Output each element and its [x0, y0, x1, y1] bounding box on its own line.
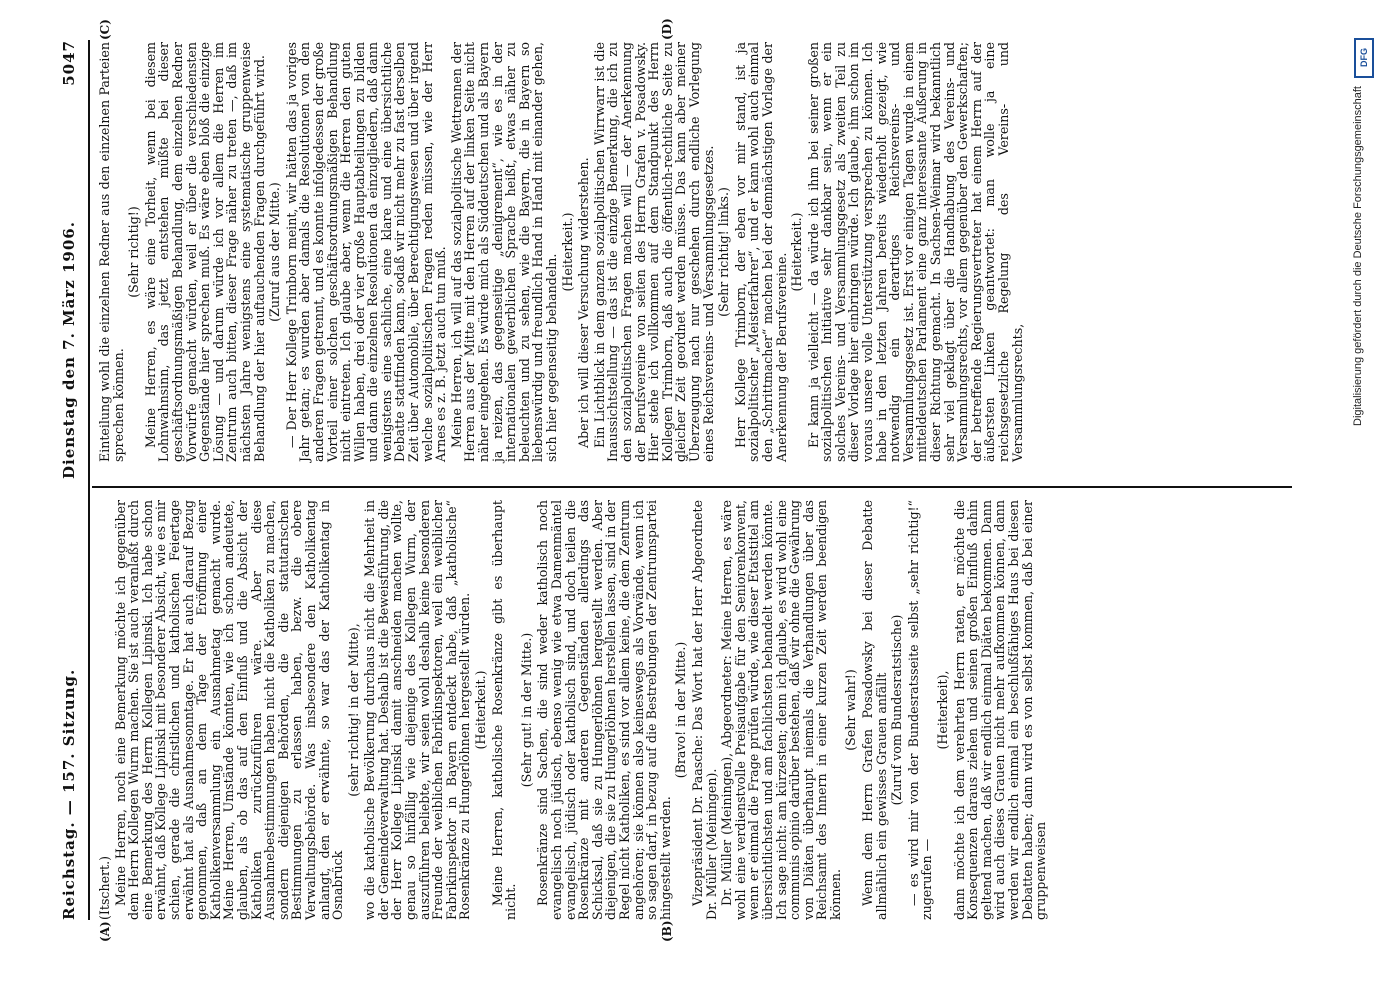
page-number: 5047 — [60, 40, 78, 86]
interjection: (Heiterkeit.) — [559, 212, 575, 292]
paragraph: wo die katholische Bevölkerung durchaus nicht die Mehrheit in der Gemeindeverwaltung hat. Deshalb ist die Beweisführung, die der Herr Kollege Lipinski damit anschneiden machen wollte, genau so hinfällig wie diejenige des Kollegen Wurm, der auszuführen beliebte, wir seien wohl deshalb keine besonderen Freunde der weiblichen Fabrikinspektoren, weil ein weiblicher Fabrikinspektor in Bayern entdeckt habe, daß „katholische“ Rosenkränze zu Hungerlöhnen hergestellt würden. — [362, 500, 473, 920]
paragraph: Wenn dem Herrn Grafen Posadowsky bei dieser Debatte allmählich ein gewisses Grauen anfällt — [860, 500, 889, 920]
interjection: (Zuruf vom Bundesratstische) — [889, 614, 905, 806]
margin-marker-d: (D) — [660, 18, 674, 40]
paragraph: Herr Kollege Trimborn, der eben vor mir stand, ist ja sozialpolitischer „Meisterfahrer“, und er kann wohl auch einmal den „Schrittmacher“ machen bei der demnächstigen Vorlage der Anerkennung der Berufsvereine. — [732, 42, 789, 462]
interjection: (Sehr richtig!) — [126, 206, 142, 298]
header-rule — [88, 40, 90, 920]
paragraph: — es wird mir von der Bundesratsseite selbst „sehr richtig!“ zugerufen — — [905, 500, 935, 920]
interjection: (Sehr richtig! links.) — [716, 187, 732, 317]
running-head-left: Reichstag. — 157. Sitzung. — [60, 668, 78, 920]
paragraph: Meine Herren, noch eine Bemerkung möchte ich gegenüber dem Herrn Kollegen Wurm machen. Sie ist auch veranlaßt durch eine Bemerkung des Herrn Kollegen Lipinski. Ich habe schon erwähnt, daß Kollege Lipinski mit besonderer Absicht, wie es mir schien, gerade die christlichen und katholischen Feiertage erwähnt hat als Ausnahmesonntage. Er hat auch darauf Bezug genommen, daß an dem Tage der Eröffnung einer Katholikenversammlung ein Ausnahmetag gemacht wurde. Meine Herren, Umstände könnten, wie ich schon andeutete, glauben, als ob das auf den Einfluß und die Absicht der Katholiken zurückzuführen wäre. Aber diese Ausnahmebestimmungen haben nicht die Katholiken zu machen, sondern diejenigen Behörden, die die statutarischen Bestimmungen zu erlassen haben, bezw. die obere Verwaltungsbehörde. Was insbesondere den Katholikentag anlangt, den er erwähnte, so war das der Katholikentag in Osnabrück — [112, 500, 346, 920]
right-column — [98, 42, 1026, 462]
paragraph: Dr. Müller (Meiningen), Abgeordneter: Meine Herren, es wäre wohl eine verdienstvolle Preisaufgabe für den Seniorenkonvent, wenn er einmal die Frage prüfen würde, wie dieser Etatstitel am übersichtlichsten und am fachlichsten behandelt werden könnte. Ich sage nicht: am kürzesten; denn ich glaube, es wird wohl eine communis opinio darüber bestehen, daß wir ohne die Gewährung von Diäten überhaupt niemals die Verhandlungen über das Reichsamt des Innern in einer kurzen Zeit werden beendigen können. — [719, 500, 843, 920]
paragraph: Einteilung wohl die einzelnen Redner aus den einzelnen Parteien sprechen können. — [97, 42, 126, 462]
paragraph: Meine Herren, es wäre eine Torheit, wenn bei diesem Lohnwahnsinn, das jetzt entstehen müßte bei dieser geschäftsordnungsmäßigen Behandlung, dem einzelnen Redner Vorwürfe gemacht würden, weil er über die verschiedensten Gegenstände hier sprechen muß. Es wäre eben bloß die einzige Lösung — und darum würde ich vor allem die Herren im Zentrum auch bitten, dieser Frage näher zu treten —, daß im nächsten Jahre wenigstens eine systematische gruppenweise Behandlung der hier auftauchenden Fragen durchgeführt wird. — [142, 42, 267, 462]
paragraph: Vizepräsident Dr. Paasche: Das Wort hat der Herr Abgeordnete Dr. Müller (Meiningen). — [689, 500, 719, 920]
column-rule — [92, 486, 1292, 488]
dfg-sidebar — [1348, 32, 1382, 852]
dfg-logo — [1354, 38, 1374, 78]
interjection: (sehr richtig! in der Mitte), — [345, 623, 361, 797]
interjection: (Sehr wahr!) — [843, 669, 859, 751]
interjection: (Heiterkeit), — [935, 670, 951, 750]
paragraph: dann möchte ich dem verehrten Herrn raten, er möchte die Konsequenzen daraus ziehen und seinen großen Einfluß dahin geltend machen, daß wir endlich einmal Diäten bekommen. Dann wird auch dieses Grauen nicht mehr aufkommen können, dann werden wir endlich einmal ein beschlußfähiges Haus bei diesen Debatten haben; dann wird es von selbst kommen, daß bei einer gruppenweisen — [951, 500, 1049, 920]
margin-marker-c: (C) — [98, 19, 112, 40]
dfg-notice: Digitalisierung gefördert durch die Deutsche Forschungsgemeinschaft — [1352, 86, 1364, 426]
margin-marker-b: (B) — [660, 920, 674, 942]
running-head-date: Dienstag den 7. März 1906. — [60, 221, 78, 479]
left-column — [98, 500, 1050, 920]
paragraph: Meine Herren, ich will auf das sozialpolitische Wettrennen der Herren aus der Mitte mit den Herren auf der linken Seite nicht näher eingehen. Es würde mich als Süddeutschen und als Bayern ja reizen, das gegenseitige „denigrement“, wie es in der internationalen gewerblichen Sprache heißt, etwas näher zu beleuchten und zu sehen, wie die Bayern, die in Bayern so liebenswürdig und freundlich Hand in Hand mit einander gehen, sich hier gegenseitig behandeln. — [448, 42, 559, 462]
paragraph: Meine Herren, katholische Rosenkränze gibt es überhaupt nicht. — [489, 500, 519, 920]
interjection: (Zuruf aus der Mitte.) — [267, 182, 283, 322]
paragraph: Aber ich will dieser Versuchung widerstehen. — [576, 157, 592, 448]
paragraph: Rosenkränze sind Sachen, die sind weder katholisch noch evangelisch noch jüdisch, ebenso wenig wie etwa Damenmäntel evangelisch, jüdisch oder katholisch sind, und doch teilen die Rosenkränze mit anderen Gegenständen allerdings das Schicksal, daß sie zu Hungerlöhnen hergestellt werden. Aber diejenigen, die sie zu Hungerlöhnen herstellen lassen, sind in der Regel nicht Katholiken, es sind vor allem keine, die dem Zentrum angehören; sie können also keineswegs als Vorwände, wenn ich so sagen darf, in bezug auf die Bestrebungen der Zentrumspartei hingestellt werden. — [535, 500, 673, 920]
interjection: (Heiterkeit.) — [789, 212, 805, 292]
interjection: (Sehr gut! in der Mitte.) — [518, 632, 534, 788]
margin-marker-a: (A) — [98, 921, 112, 942]
paragraph: Ein Lichtblick in dem ganzen sozialpolitischen Wirrwarr ist die Inaussichtstellung — das ist die einzige Bemerkung, die ich zu den sozialpolitischen Fragen machen will — der Anerkennung der Berufsvereine von seiten des Herrn Grafen v. Posadowsky. Hier stehe ich vollkommen auf dem Standpunkt des Herrn Kollegen Trimborn, daß auch die öffentlich-rechtliche Seite zu gleicher Zeit geordnet werden müsse. Das kann aber meiner Überzeugung nach nur geschehen durch endliche Vorlegung eines Reichsvereins- und Versammlungsgesetzes. — [591, 42, 716, 462]
interjection: (Bravo! in der Mitte.) — [673, 641, 689, 779]
interjection: (Heiterkeit.) — [473, 670, 489, 750]
dfg-logo-text: DFG — [1359, 48, 1369, 68]
speaker-tag: (Itschert.) — [97, 855, 112, 920]
paragraph: — Der Herr Kollege Trimborn meint, wir hätten das ja voriges Jahr getan; es wurden aber damals die Resolutionen von den anderen Fragen getrennt, und es konnte infolgedessen der große Vorteil einer solchen geschäftsordnungsmäßigen Behandlung nicht eintreten. Ich glaube aber, wenn die Herren den guten Willen haben, drei oder vier große Hauptabteilungen zu bilden und dann die einzelnen Resolutionen da einzugliedern, daß dann wenigstens eine sachliche, eine klare und eine übersichtliche Debatte stattfinden kann, sodaß wir nicht mehr zu fast derselben Zeit über Automobile, über Berechtigungswesen und über irgend welche sozialpolitischen Fragen reden müssen, wie der Herr Arnes es z. B. jetzt auch tun muß. — [283, 42, 449, 462]
paragraph: Er kann ja vielleicht — da würde ich ihm bei seiner großen sozialpolitischen Initiative sehr dankbar sein, wenn er ein solches Vereins- und Versammlungsgesetz als zweiten Teil zu dieser Vorlage hier einbringen würde. Ich glaube, ihm schon im voraus unsere volle Unterstützung versprechen zu können. Ich habe in den letzten Jahren bereits wiederholt gezeigt, wie notwendig ein derartiges Reichsvereins- und Versammlungsgesetz ist. Erst vor einigen Tagen wurde in einem mitteldeutschen Parlament eine ganz interessante Äußerung in dieser Richtung gemacht. In Sachsen-Weimar wird bekanntlich sehr viel geklagt über die Handhabung des Vereins- und Versammlungsrechts, vor allem gegenüber den Gewerkschaften; der betreffende Regierungsvertreter hat einem Herrn auf der äußersten Linken geantwortet: man wolle ja eine reichsgesetzliche Regelung des Vereins- und Versammlungsrechts, — [805, 42, 1025, 462]
